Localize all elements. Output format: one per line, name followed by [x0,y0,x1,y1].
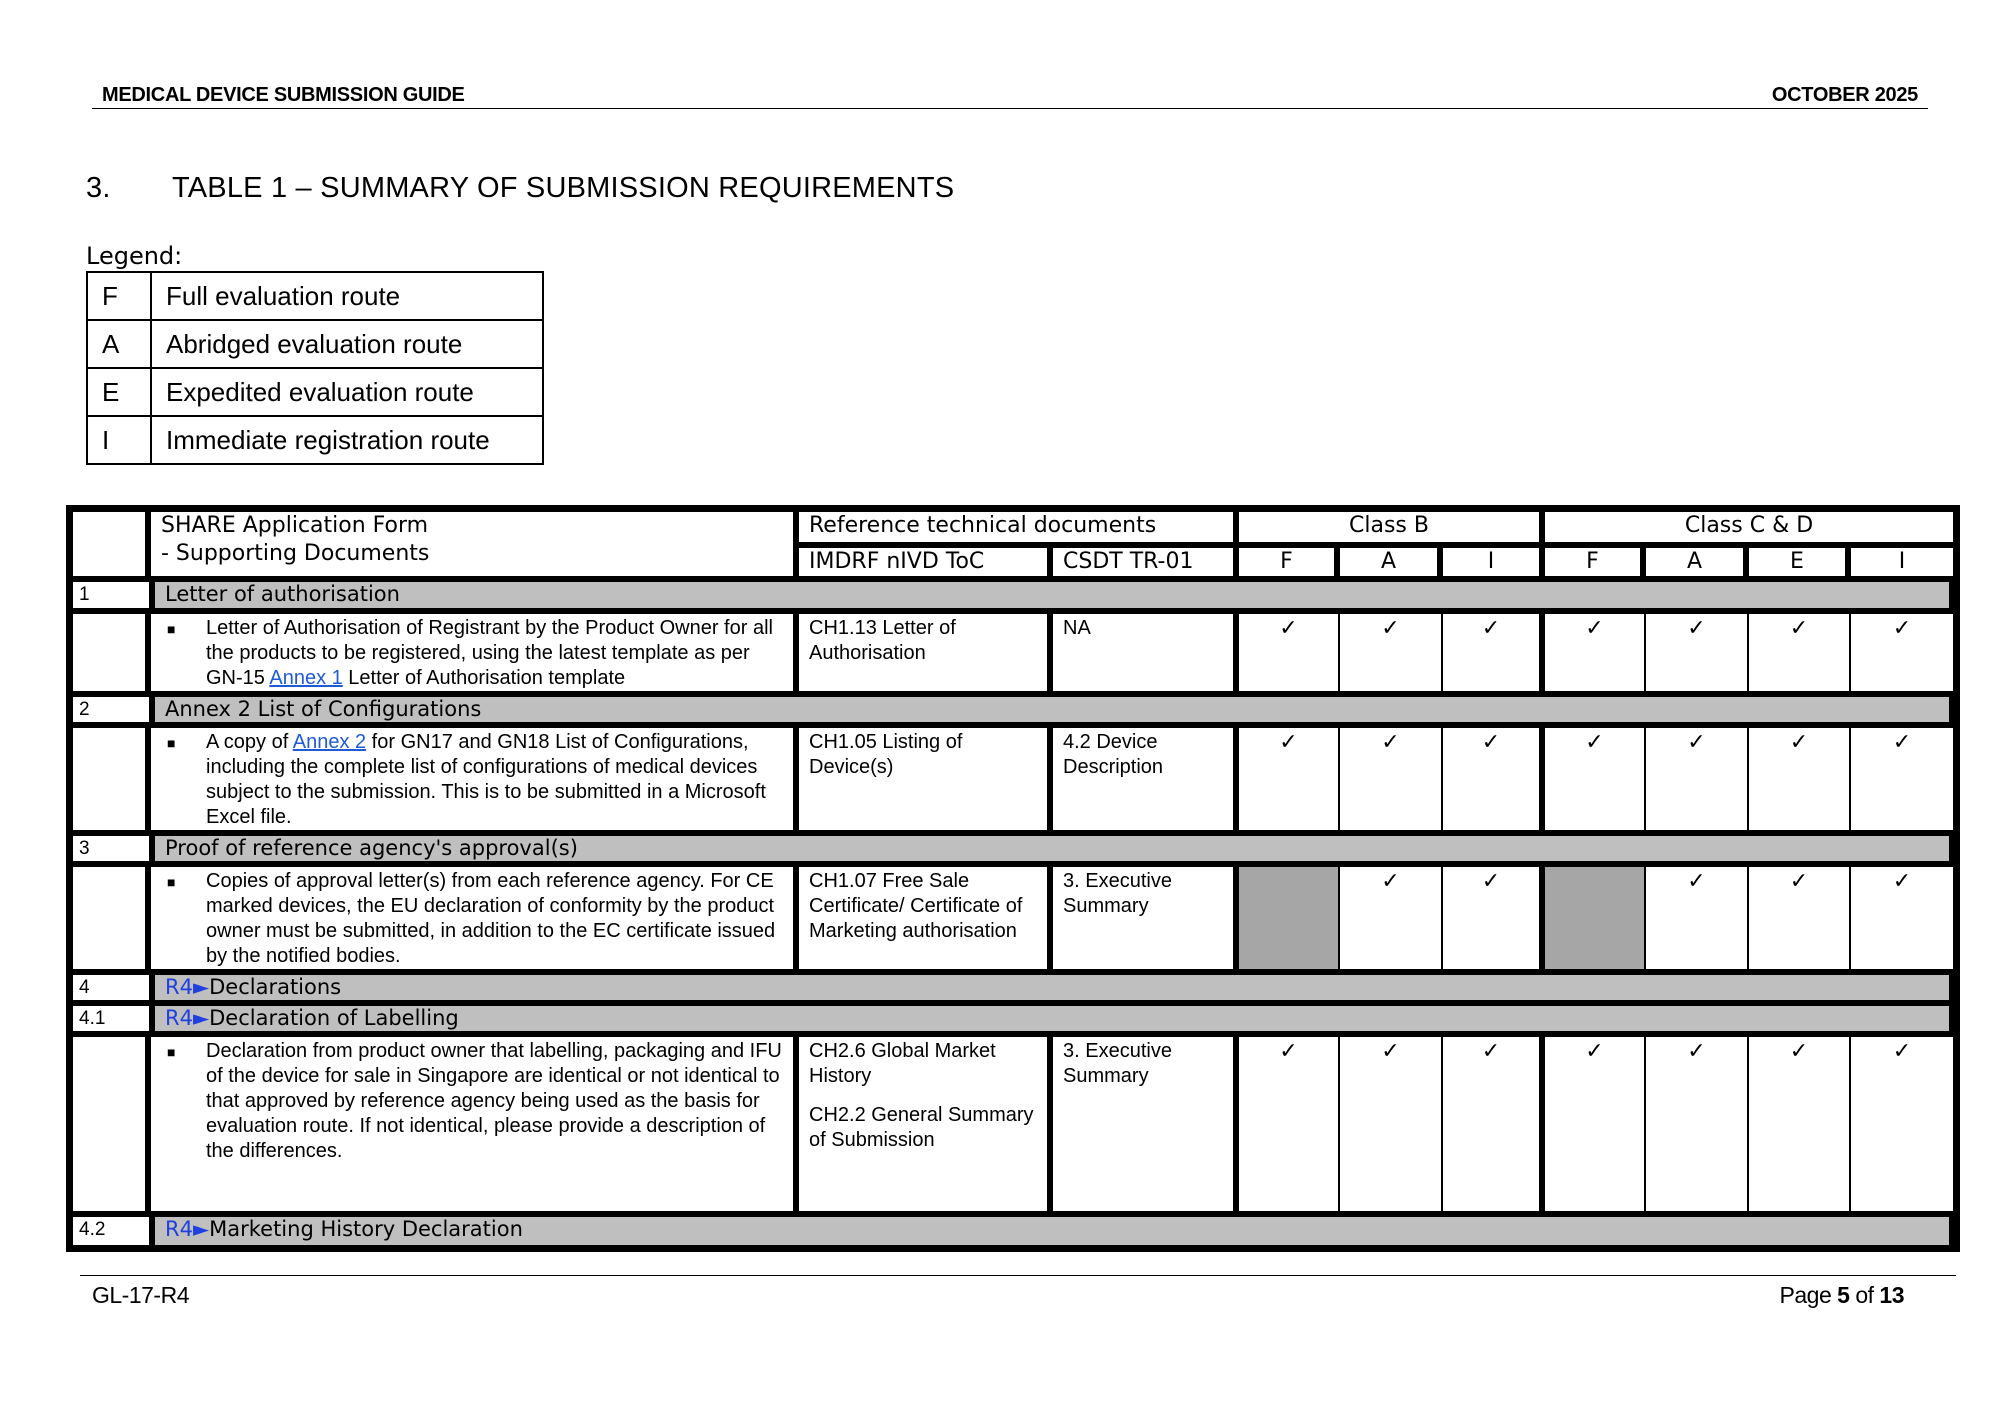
check-icon: ✓ [1238,613,1339,696]
legend-row [87,320,543,368]
check-icon: ✓ [1544,1036,1645,1216]
check-icon: ✓ [1544,727,1645,835]
header-class-cd: Class C & D [1544,511,1954,547]
legend-row [87,416,543,464]
check-icon: ✓ [1544,613,1645,696]
section-title-cell: Annex 2 List of Configurations [150,696,1954,727]
legend-label: Immediate registration route [151,416,543,464]
check-icon: ✓ [1748,1036,1850,1216]
requirement-description: ■ Letter of Authorisation of Registrant by the Product Owner for all the products to be registered, using the latest template as per GN-15 Annex 1 Letter of Authorisation template [150,613,798,696]
not-applicable-cell [1238,866,1339,974]
header-col-a: A [1339,547,1442,581]
header-row [72,511,1954,547]
check-icon: ✓ [1748,866,1850,974]
legend-code: E [87,368,151,416]
requirement-row [72,613,1954,696]
legend-label: Expedited evaluation route [151,368,543,416]
requirement-description: ■ A copy of Annex 2 for GN17 and GN18 List of Configurations, including the complete list of configurations of medical devices subject to the submission. This is to be submitted in a Microsoft Excel file. [150,727,798,835]
requirement-description: ■ Copies of approval letter(s) from each reference agency. For CE marked devices, the EU declaration of conformity by the product owner must be submitted, in addition to the EC certificate issued by the notified bodies. [150,866,798,974]
header-col-f: F [1238,547,1339,581]
imdrf-reference: CH1.07 Free Sale Certificate/ Certificate of Marketing authorisation [798,866,1052,974]
section-title-cell: Letter of authorisation [150,581,1954,613]
section-row [72,1216,1954,1246]
bullet-icon: ■ [167,621,176,637]
section-row [72,696,1954,727]
section-row [72,581,1954,613]
requirement-description: ■ Declaration from product owner that labelling, packaging and IFU of the device for sale in Singapore are identical or not identical to that approved by reference agency being used as the basis for evaluation route. If not identical, please provide a description of the differences. [150,1036,798,1216]
blank-number-cell [72,727,150,835]
legend-row [87,368,543,416]
header-csdt: CSDT TR-01 [1052,547,1238,581]
legend-row [87,272,543,320]
not-applicable-cell [1544,866,1645,974]
revision-marker: R4► [165,1006,210,1030]
header-col-a: A [1645,547,1748,581]
check-icon: ✓ [1645,613,1748,696]
section-number-cell: 4 [72,974,150,1005]
header-col-e: E [1748,547,1850,581]
header-form-cell [150,511,798,581]
requirements-table [66,505,1960,1252]
check-icon: ✓ [1850,613,1954,696]
header-form-line2: - Supporting Documents [161,541,430,566]
csdt-reference: 3. Executive Summary [1052,866,1238,974]
header-blank-cell [72,511,150,581]
section-row [72,835,1954,866]
legend-code: A [87,320,151,368]
imdrf-reference: CH1.05 Listing of Device(s) [798,727,1052,835]
check-icon: ✓ [1442,866,1544,974]
section-number-cell: 4.1 [72,1005,150,1036]
header-class-b: Class B [1238,511,1544,547]
check-icon: ✓ [1442,727,1544,835]
section-heading [86,172,954,205]
legend-title: Legend: [86,242,183,270]
requirement-row [72,866,1954,974]
document-title: MEDICAL DEVICE SUBMISSION GUIDE [102,84,465,106]
check-icon: ✓ [1238,727,1339,835]
check-icon: ✓ [1339,613,1442,696]
legend-label: Abridged evaluation route [151,320,543,368]
imdrf-reference: CH2.6 Global Market History CH2.2 General Summary of Submission [798,1036,1052,1216]
legend-code: F [87,272,151,320]
check-icon: ✓ [1238,1036,1339,1216]
check-icon: ✓ [1339,727,1442,835]
section-title-cell: Proof of reference agency's approval(s) [150,835,1954,866]
page-footer [80,1275,1956,1308]
check-icon: ✓ [1645,1036,1748,1216]
section-number-cell: 1 [72,581,150,613]
revision-marker: R4► [165,975,210,999]
section-row [72,974,1954,1005]
bullet-icon: ■ [167,1044,176,1060]
annex-1-link[interactable]: Annex 1 [269,667,343,689]
check-icon: ✓ [1645,727,1748,835]
section-number-cell: 2 [72,696,150,727]
header-form-line1: SHARE Application Form [161,513,429,538]
section-number: 3. [86,172,111,204]
blank-number-cell [72,866,150,974]
page-number: Page 5 of 13 [1779,1282,1904,1308]
csdt-reference: 4.2 Device Description [1052,727,1238,835]
legend-label: Full evaluation route [151,272,543,320]
csdt-reference: NA [1052,613,1238,696]
page-header [92,84,1928,109]
section-number-cell: 4.2 [72,1216,150,1246]
legend-table [86,271,544,465]
check-icon: ✓ [1442,613,1544,696]
header-col-f: F [1544,547,1645,581]
check-icon: ✓ [1748,613,1850,696]
section-title-cell: R4►Declarations [150,974,1954,1005]
header-col-i: I [1850,547,1954,581]
check-icon: ✓ [1339,866,1442,974]
document-date: OCTOBER 2025 [1771,84,1918,106]
check-icon: ✓ [1850,866,1954,974]
blank-number-cell [72,1036,150,1216]
section-title-cell: R4►Declaration of Labelling [150,1005,1954,1036]
legend-code: I [87,416,151,464]
check-icon: ✓ [1850,727,1954,835]
bullet-icon: ■ [167,874,176,890]
document-id: GL-17-R4 [92,1282,189,1308]
annex-2-link[interactable]: Annex 2 [292,731,367,753]
requirement-row [72,727,1954,835]
header-col-i: I [1442,547,1544,581]
bullet-icon: ■ [167,735,176,751]
imdrf-reference: CH1.13 Letter of Authorisation [798,613,1052,696]
check-icon: ✓ [1850,1036,1954,1216]
check-icon: ✓ [1748,727,1850,835]
header-reference: Reference technical documents [798,511,1238,547]
check-icon: ✓ [1442,1036,1544,1216]
check-icon: ✓ [1339,1036,1442,1216]
section-title-cell: R4►Marketing History Declaration [150,1216,1954,1246]
section-row [72,1005,1954,1036]
requirement-row [72,1036,1954,1216]
blank-number-cell [72,613,150,696]
revision-marker: R4► [165,1217,210,1241]
section-number-cell: 3 [72,835,150,866]
header-imdrf: IMDRF nIVD ToC [798,547,1052,581]
check-icon: ✓ [1645,866,1748,974]
csdt-reference: 3. Executive Summary [1052,1036,1238,1216]
section-title: TABLE 1 – SUMMARY OF SUBMISSION REQUIREMENTS [172,172,955,204]
